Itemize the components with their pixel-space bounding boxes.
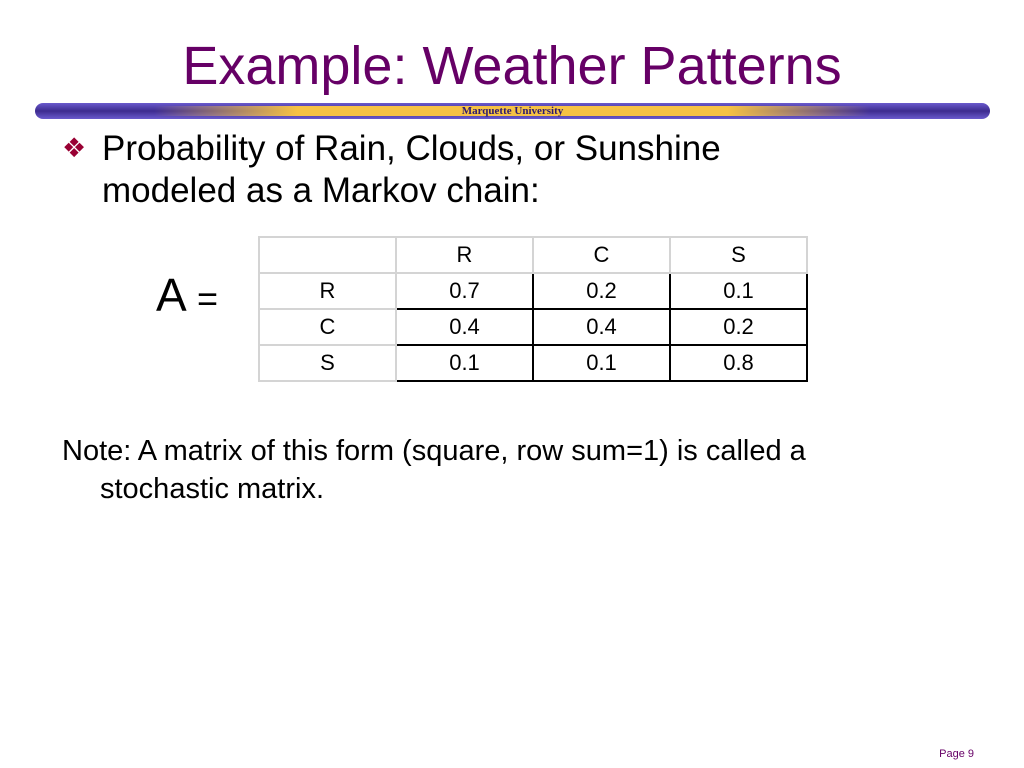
diamond-bullet-icon: ❖ (62, 133, 87, 164)
matrix-cell: 0.7 (396, 273, 533, 309)
page-number: Page 9 (939, 748, 974, 760)
matrix-cell: 0.4 (533, 309, 670, 345)
matrix-col-header: S (670, 237, 807, 273)
matrix-row (259, 309, 807, 345)
matrix-cell: 0.1 (533, 345, 670, 381)
matrix-cell: 0.8 (670, 345, 807, 381)
matrix-cell: 0.4 (396, 309, 533, 345)
matrix-label (156, 268, 218, 326)
matrix-corner-cell (259, 237, 396, 273)
matrix-label-equals: = (196, 278, 218, 319)
note-line-2: stochastic matrix. (100, 473, 324, 505)
matrix-row-header: R (259, 273, 396, 309)
university-banner (34, 102, 991, 120)
matrix-label-a: A (156, 269, 185, 321)
banner-university-name: Marquette University (461, 105, 564, 117)
matrix-cell: 0.1 (670, 273, 807, 309)
matrix-cell: 0.2 (533, 273, 670, 309)
matrix-cell: 0.1 (396, 345, 533, 381)
matrix-col-header: R (396, 237, 533, 273)
matrix-row-header: C (259, 309, 396, 345)
slide-title: Example: Weather Patterns (182, 36, 842, 96)
matrix-row-header: S (259, 345, 396, 381)
note-line-1: Note: A matrix of this form (square, row sum=1) is called a (62, 435, 806, 467)
matrix-col-header: C (533, 237, 670, 273)
matrix-row (259, 345, 807, 381)
matrix-row (259, 273, 807, 309)
transition-matrix-table (258, 236, 808, 382)
note-paragraph (62, 432, 962, 508)
bullet-text: Probability of Rain, Clouds, or Sunshine modeled as a Markov chain: (102, 129, 721, 210)
matrix-cell: 0.2 (670, 309, 807, 345)
matrix-header-row (259, 237, 807, 273)
